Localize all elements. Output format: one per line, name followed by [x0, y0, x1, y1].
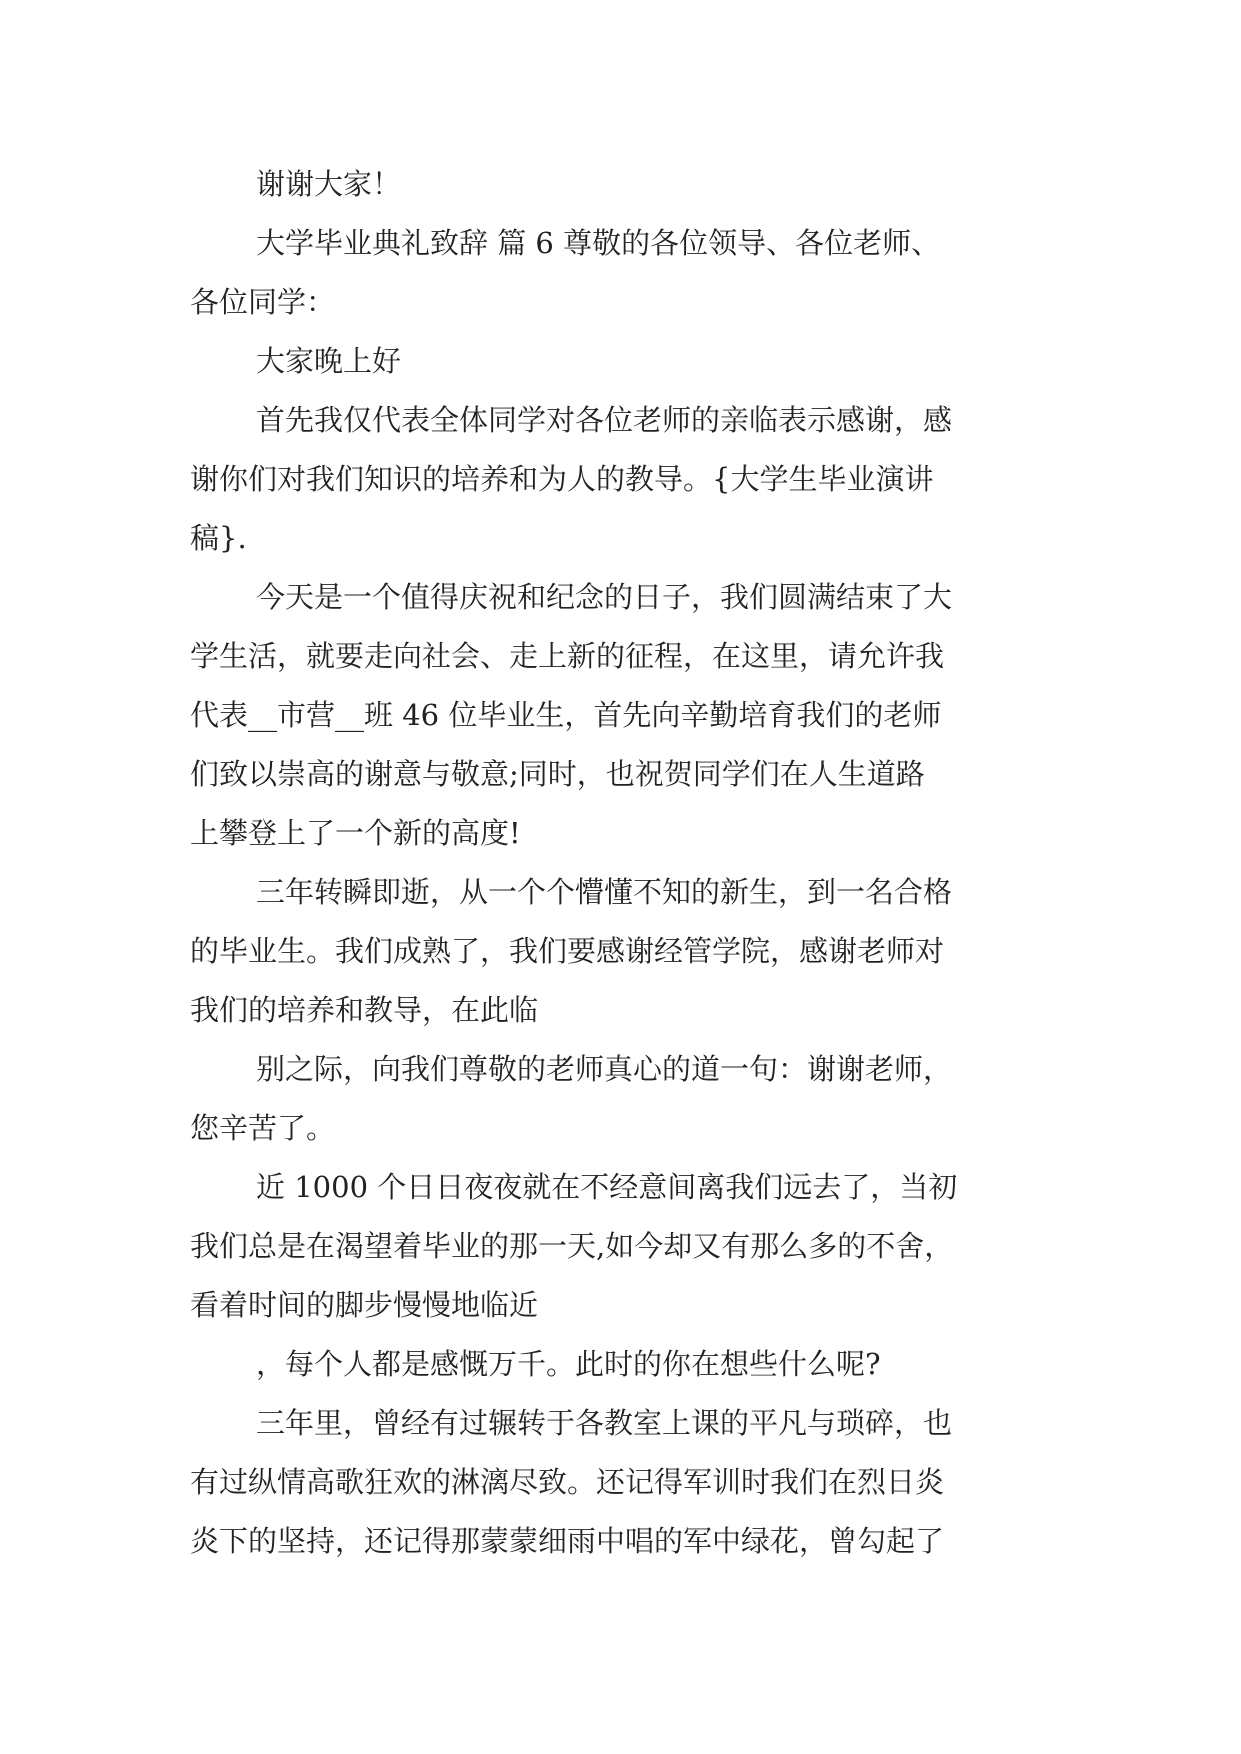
text-line: 近 1000 个日日夜夜就在不经意间离我们远去了，当初	[256, 1170, 958, 1204]
text-line: 三年里，曾经有过辗转于各教室上课的平凡与琐碎，也	[256, 1406, 953, 1440]
text-line: 们致以崇高的谢意与敬意;同时，也祝贺同学们在人生道路	[190, 757, 925, 791]
text-line: 稿}.	[190, 521, 247, 555]
text-line: 您辛苦了。	[190, 1111, 336, 1145]
text-line: 大学毕业典礼致辞 篇 6 尊敬的各位领导、各位老师、	[256, 226, 941, 260]
text-line: 别之际，向我们尊敬的老师真心的道一句：谢谢老师，	[256, 1052, 953, 1086]
text-line: 上攀登上了一个新的高度!	[190, 816, 521, 850]
text-line: 看着时间的脚步慢慢地临近	[190, 1288, 539, 1322]
document-body	[190, 155, 1052, 1571]
text-line: ，每个人都是感慨万千。此时的你在想些什么呢?	[256, 1347, 881, 1381]
text-line: 学生活，就要走向社会、走上新的征程，在这里，请允许我	[190, 639, 945, 673]
text-line: 谢你们对我们知识的培养和为人的教导。{大学生毕业演讲	[190, 462, 934, 496]
text-line: 谢谢大家！	[256, 167, 402, 201]
text-line: 三年转瞬即逝，从一个个懵懂不知的新生，到一名合格	[256, 875, 953, 909]
text-line: 我们的培养和教导，在此临	[190, 993, 539, 1027]
text-line: 有过纵情高歌狂欢的淋漓尽致。还记得军训时我们在烈日炎	[190, 1465, 945, 1499]
text-line: 首先我仅代表全体同学对各位老师的亲临表示感谢，感	[256, 403, 953, 437]
text-line: 各位同学：	[190, 285, 336, 319]
text-line: 今天是一个值得庆祝和纪念的日子，我们圆满结束了大	[256, 580, 953, 614]
text-line: 炎下的坚持，还记得那蒙蒙细雨中唱的军中绿花，曾勾起了	[190, 1524, 945, 1558]
text-line: 我们总是在渴望着毕业的那一天,如今却又有那么多的不舍，	[190, 1229, 954, 1263]
text-line: 大家晚上好	[256, 344, 402, 378]
text-line: 的毕业生。我们成熟了，我们要感谢经管学院，感谢老师对	[190, 934, 945, 968]
text-line: 代表__市营__班 46 位毕业生，首先向辛勤培育我们的老师	[190, 698, 942, 732]
